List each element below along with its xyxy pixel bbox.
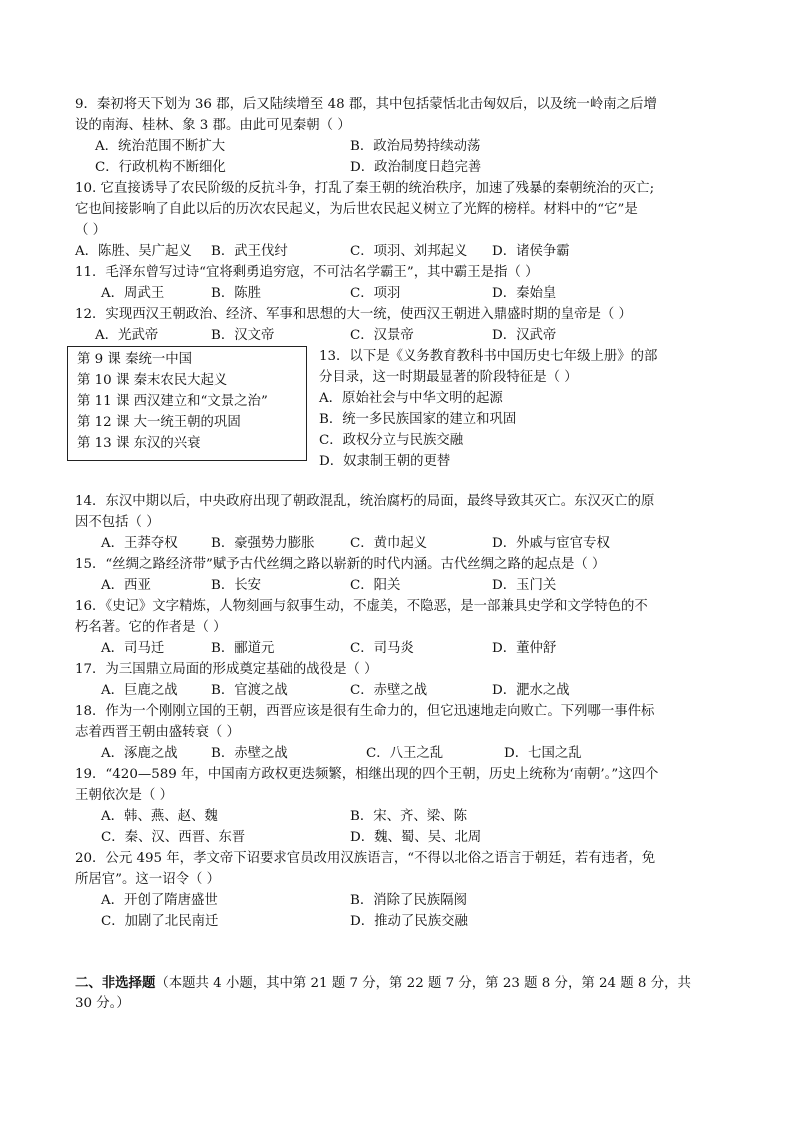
q14-option-b: B．豪强势力膨胀 xyxy=(211,536,315,551)
q10-stem-line3: （ ） xyxy=(75,223,107,238)
q13-stem-line2: 分目录，这一时期最显著的阶段特征是（ ） xyxy=(319,370,578,385)
q12-stem: 12．实现西汉王朝政治、经济、军事和思想的大一统，使西汉王朝进入鼎盛时期的皇帝是（ ） xyxy=(75,307,632,322)
q12-option-d: D．汉武帝 xyxy=(492,328,557,343)
q14-option-a: A．王莽夺权 xyxy=(101,536,178,551)
q18-stem-line1: 18．作为一个刚刚立国的王朝，西晋应该是很有生命力的，但它迅速地走向败亡。下列哪一事件标 xyxy=(75,704,655,719)
q14-stem-line1: 14．东汉中期以后，中央政府出现了朝政混乱，统治腐朽的局面，最终导致其灭亡。东汉灭亡的原 xyxy=(75,494,655,509)
q14-option-c: C．黄巾起义 xyxy=(350,536,428,551)
q18-stem-line2: 志着西晋王朝由盛转衰（ ） xyxy=(75,725,240,740)
q17-option-d: D．淝水之战 xyxy=(492,683,570,698)
q17-option-c: C．赤壁之战 xyxy=(350,683,428,698)
q16-stem-line1: 16．《史记》文字精炼，人物刻画与叙事生动，不虚美，不隐恶，是一部兼具史学和文学特色的不 xyxy=(75,599,648,614)
q17-option-a: A．巨鹿之战 xyxy=(101,683,178,698)
q16-option-d: D．董仲舒 xyxy=(492,641,557,656)
toc-item: 第 12 课 大一统王朝的巩固 xyxy=(77,415,241,430)
q9-option-a: A．统治范围不断扩大 xyxy=(95,139,226,154)
toc-item: 第 9 课 秦统一中国 xyxy=(77,352,193,367)
q15-stem: 15．“丝绸之路经济带”赋予古代丝绸之路以崭新的时代内涵。古代丝绸之路的起点是（ ） xyxy=(75,557,606,572)
q16-option-b: B．郦道元 xyxy=(211,641,275,656)
q13-option-a: A．原始社会与中华文明的起源 xyxy=(319,391,503,406)
q19-option-d: D．魏、蜀、吴、北周 xyxy=(350,830,482,845)
q11-stem: 11．毛泽东曾写过诗“宜将剩勇追穷寇，不可沽名学霸王”，其中霸王是指（ ） xyxy=(75,265,539,280)
q20-stem-line2: 所居官”。这一诏令（ ） xyxy=(75,872,221,887)
q11-option-b: B．陈胜 xyxy=(211,286,262,301)
q18-option-d: D．七国之乱 xyxy=(504,746,582,761)
q15-option-d: D．玉门关 xyxy=(492,578,557,593)
q19-stem-line1: 19．“420—589 年，中国南方政权更迭频繁，相继出现的四个王朝，历史上统称为‘南朝’。”这四个 xyxy=(75,767,659,782)
q20-option-c: C．加剧了北民南迁 xyxy=(101,914,219,929)
section2-description-line2: 30 分。） xyxy=(75,996,130,1011)
toc-item: 第 13 课 东汉的兴衰 xyxy=(77,436,201,451)
q9-option-d: D．政治制度日趋完善 xyxy=(350,160,482,175)
section2-heading-line xyxy=(75,974,691,993)
q10-stem-line2: 它也间接影响了自此以后的历次农民起义，为后世农民起义树立了光辉的榜样。材料中的“它”是 xyxy=(75,202,638,217)
q10-option-b: B．武王伐纣 xyxy=(211,244,288,259)
q20-stem-line1: 20．公元 495 年，孝文帝下诏要求官员改用汉族语言，“不得以北俗之语言于朝廷，若有违者，免 xyxy=(75,851,656,866)
q16-stem-line2: 朽名著。它的作者是（ ） xyxy=(75,620,227,635)
q15-option-a: A．西亚 xyxy=(101,578,151,593)
q10-option-d: D．诸侯争霸 xyxy=(492,244,570,259)
q9-stem-line2: 设的南海、桂林、象 3 郡。由此可见秦朝（ ） xyxy=(75,118,351,133)
q19-option-c: C．秦、汉、西晋、东晋 xyxy=(101,830,246,845)
q16-option-c: C．司马炎 xyxy=(350,641,414,656)
q9-stem-line1: 9．秦初将天下划为 36 郡，后又陆续增至 48 郡，其中包括蒙恬北击匈奴后，以及统一岭南之后增 xyxy=(75,97,657,112)
q20-option-b: B．消除了民族隔阂 xyxy=(350,893,467,908)
q19-option-b: B．宋、齐、梁、陈 xyxy=(350,809,467,824)
q15-option-c: C．阳关 xyxy=(350,578,401,593)
toc-item: 第 10 课 秦末农民大起义 xyxy=(77,373,228,388)
q9-option-b: B．政治局势持续动荡 xyxy=(350,139,481,154)
q17-option-b: B．官渡之战 xyxy=(211,683,288,698)
q18-option-c: C．八王之乱 xyxy=(366,746,444,761)
q13-option-d: D．奴隶制王朝的更替 xyxy=(319,454,451,469)
toc-item: 第 11 课 西汉建立和“文景之治” xyxy=(77,394,268,409)
q14-option-d: D．外戚与宦官专权 xyxy=(492,536,610,551)
q16-option-a: A．司马迁 xyxy=(101,641,165,656)
q17-stem: 17．为三国鼎立局面的形成奠定基础的战役是（ ） xyxy=(75,662,378,677)
q18-option-b: B．赤壁之战 xyxy=(211,746,288,761)
q19-stem-line2: 王朝依次是（ ） xyxy=(75,788,173,803)
q20-option-d: D．推动了民族交融 xyxy=(350,914,468,929)
q18-option-a: A．涿鹿之战 xyxy=(101,746,178,761)
q11-option-d: D．秦始皇 xyxy=(492,286,557,301)
q11-option-a: A．周武王 xyxy=(101,286,165,301)
q19-option-a: A．韩、燕、赵、魏 xyxy=(101,809,218,824)
q10-option-c: C．项羽、刘邦起义 xyxy=(350,244,468,259)
table-of-contents-box xyxy=(67,346,307,461)
q13-stem-line1: 13．以下是《义务教育教科书中国历史七年级上册》的部 xyxy=(319,349,658,364)
q10-stem-line1: 10. 它直接诱导了农民阶级的反抗斗争，打乱了秦王朝的统治秩序，加速了残暴的秦朝统治的灭亡; xyxy=(75,181,655,196)
q10-option-a: A．陈胜、吴广起义 xyxy=(75,244,192,259)
q9-option-c: C．行政机构不断细化 xyxy=(95,160,226,175)
q12-option-b: B．汉文帝 xyxy=(211,328,275,343)
section2-description: （本题共 4 小题，其中第 21 题 7 分，第 22 题 7 分，第 23 题 8 分，第 24 题 8 分，共 xyxy=(155,976,691,991)
q12-option-a: A．光武帝 xyxy=(95,328,159,343)
q13-option-c: C．政权分立与民族交融 xyxy=(319,433,464,448)
q12-option-c: C．汉景帝 xyxy=(350,328,414,343)
q15-option-b: B．长安 xyxy=(211,578,262,593)
q13-option-b: B．统一多民族国家的建立和巩固 xyxy=(319,412,517,427)
q14-stem-line2: 因不包括（ ） xyxy=(75,515,160,530)
section2-heading: 二、非选择题 xyxy=(75,975,156,991)
q11-option-c: C．项羽 xyxy=(350,286,401,301)
q20-option-a: A．开创了隋唐盛世 xyxy=(101,893,218,908)
